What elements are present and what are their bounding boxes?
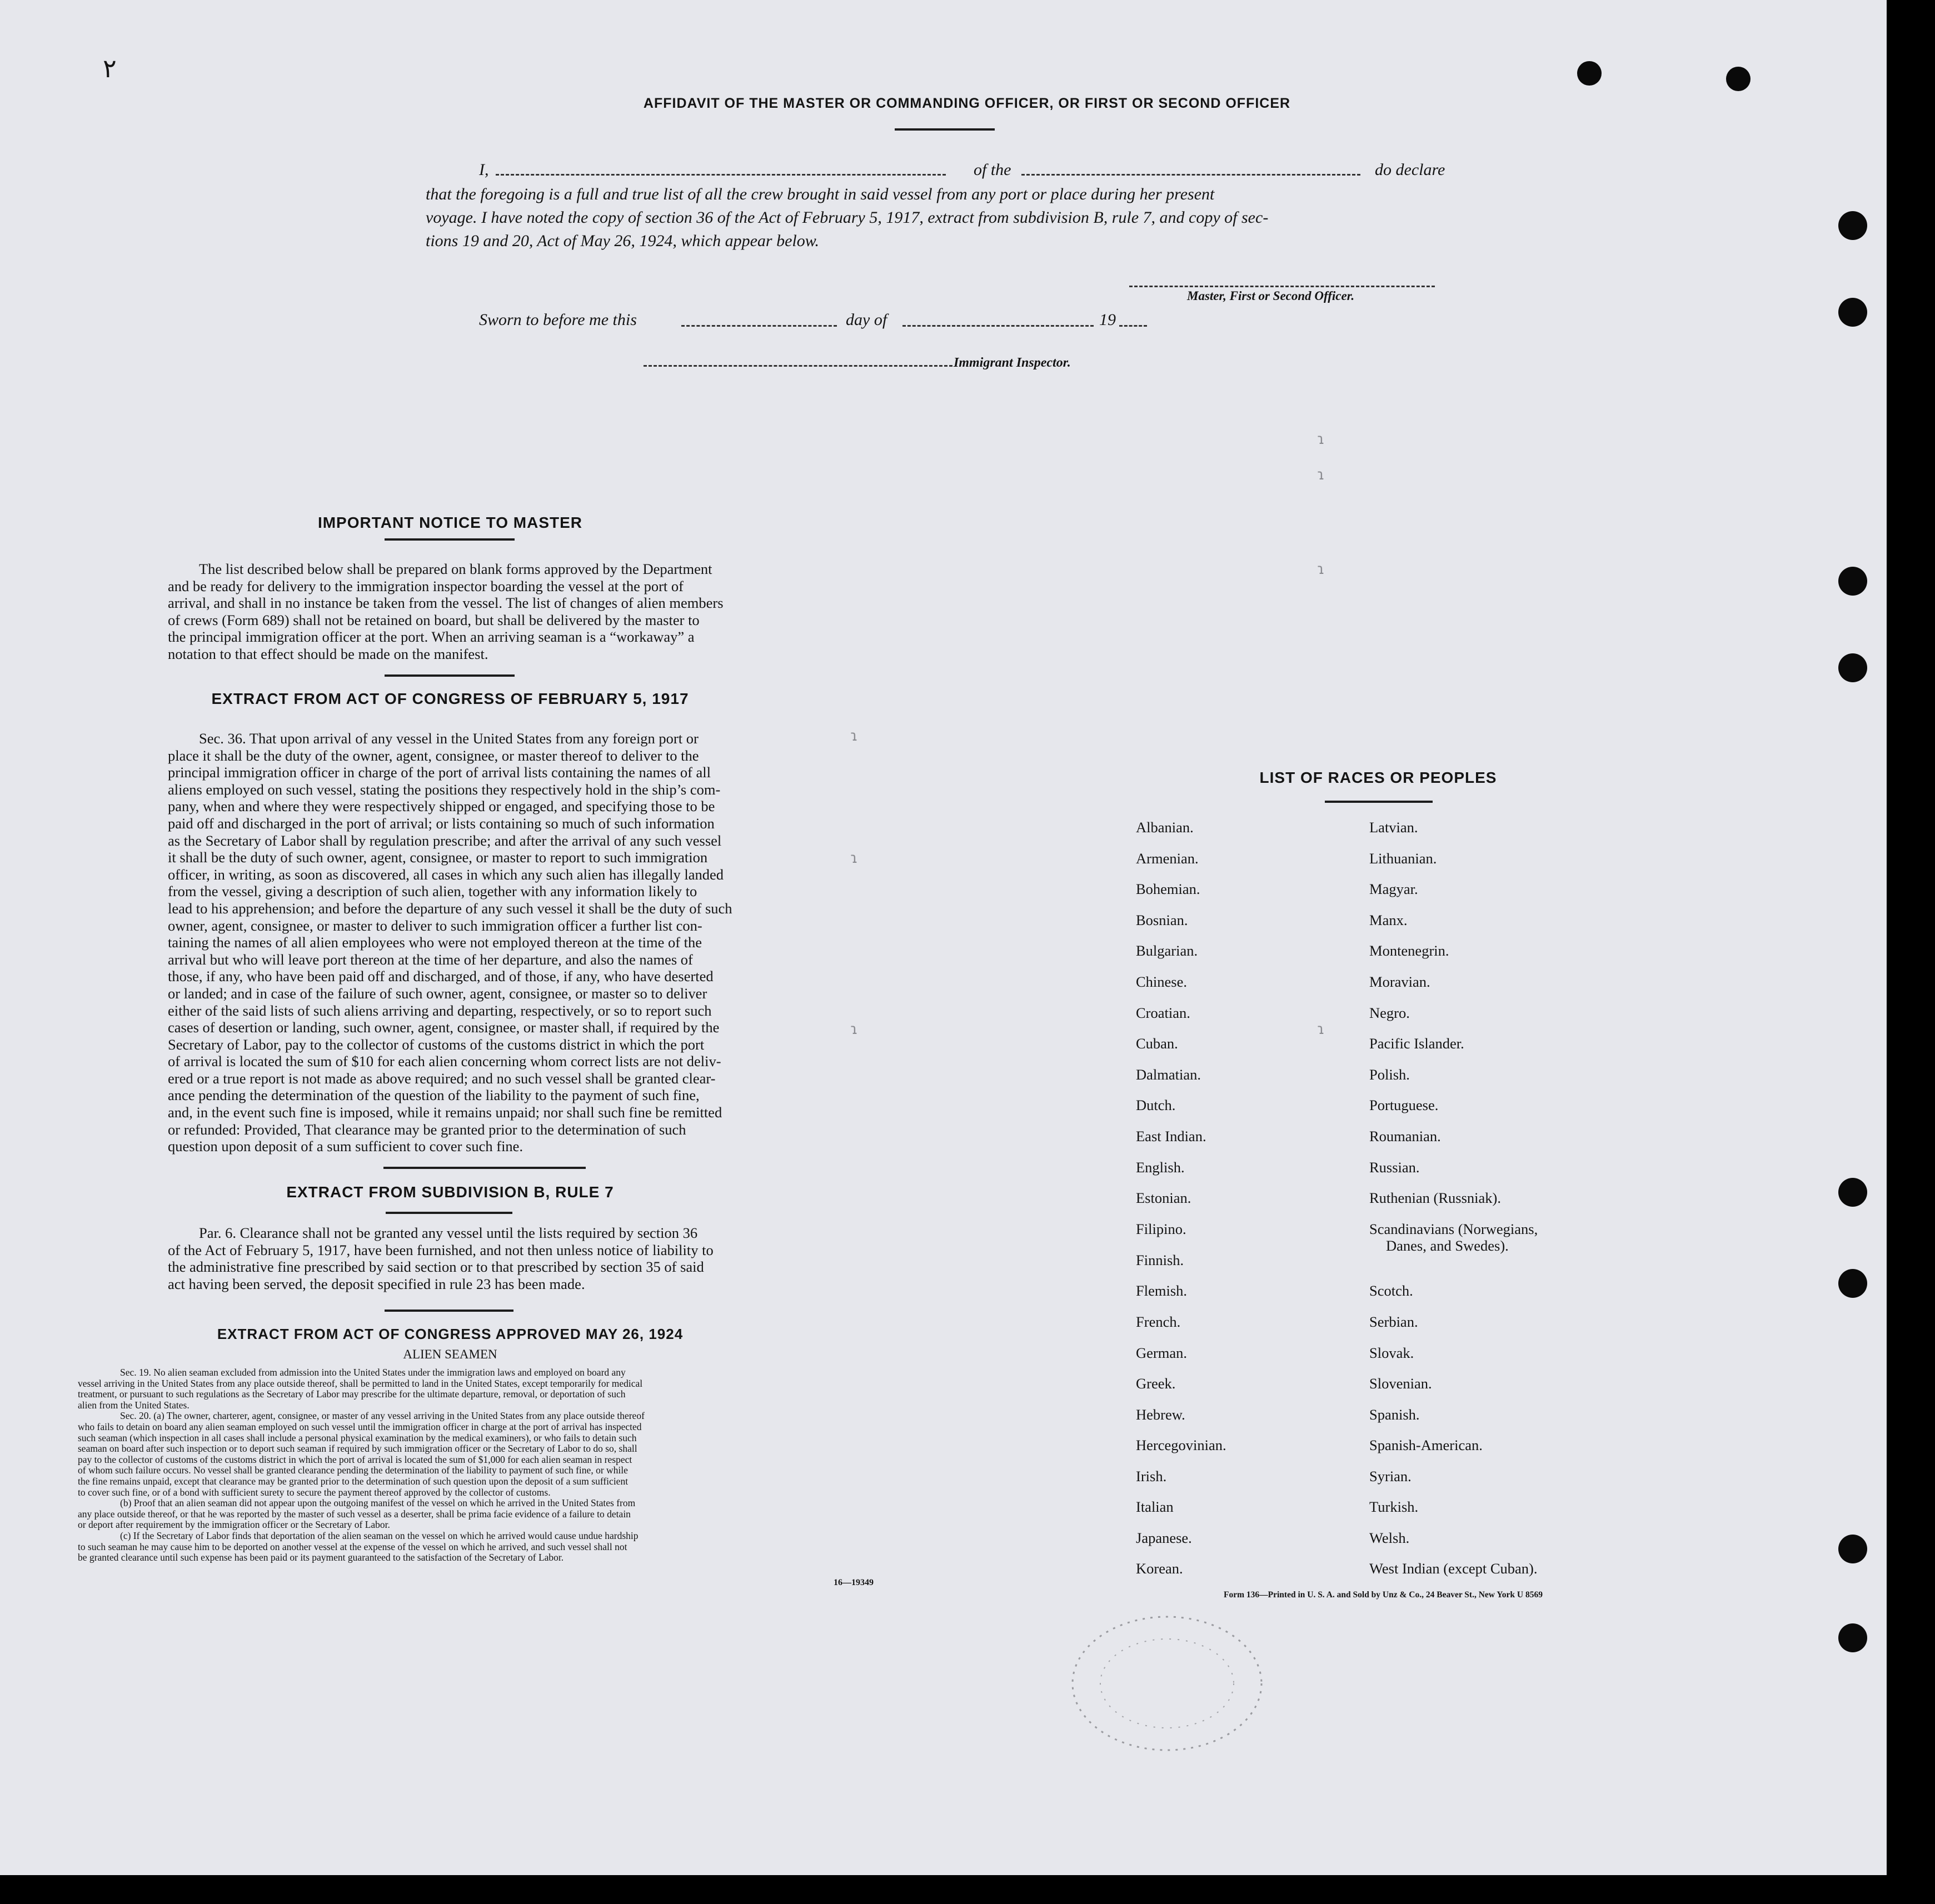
extract1924-line: who fails to detain on board any alien seaman employed on such vessel until the immigration officer in charge at the port of arrival has inspected [78,1421,642,1432]
race-japanese: Japanese. [1136,1529,1192,1546]
extract1917-line: and, in the event such fine is imposed, while it remains unpaid; nor shall such fine be remitted [168,1104,722,1121]
notice-end-rule [385,674,515,677]
notice-title-rule [385,538,515,541]
rule7-line: the administrative fine prescribed by said section or to that prescribed by section 35 of said [168,1258,704,1276]
affidavit-title: AFFIDAVIT OF THE MASTER OR COMMANDING OFFICER, OR FIRST OR SECOND OFFICER [643,96,1291,111]
month-blank [902,325,1094,327]
race-filipino: Filipino. [1136,1221,1186,1237]
extract1917-line: paid off and discharged in the port of arrival; or lists containing so much of such information [168,814,715,832]
race-portuguese: Portuguese. [1369,1097,1439,1114]
extract1917-line: those, if any, who have been paid off and discharged, and of those, if any, who have deserted [168,968,714,985]
name-blank [496,174,946,176]
race-dalmatian: Dalmatian. [1136,1066,1201,1083]
race-dutch: Dutch. [1136,1097,1176,1114]
race-hebrew: Hebrew. [1136,1406,1185,1423]
extract1924-line: of whom such failure occurs. No vessel shall be granted clearance pending the determination of the liability to payment of such fine, or while [78,1465,628,1476]
race-flemish: Flemish. [1136,1282,1188,1299]
form-footer: Form 136—Printed in U. S. A. and Sold by Unz & Co., 24 Beaver St., New York U 8569 [1224,1590,1543,1600]
sworn-line [479,311,1157,333]
extract1917-line: owner, agent, consignee, or master to deliver to such immigration officer a further list con- [168,917,702,934]
extract1917-line: or landed; and in case of the failure of such owner, agent, consignee, or master so to deliver [168,985,707,1002]
affidavit-declare: do declare [1375,161,1445,179]
race-cuban: Cuban. [1136,1035,1178,1052]
punch-hole-4 [1838,298,1867,327]
race-scotch: Scotch. [1369,1282,1413,1299]
races-right-column [1369,819,1669,1583]
punch-hole-10 [1838,1623,1867,1652]
race-spanish-american: Spanish-American. [1369,1437,1483,1453]
punch-hole-5 [1838,567,1867,596]
extract1917-line: arrival but who will leave port thereon at the time of her departure, and also the names of [168,951,693,968]
punch-hole-2 [1726,67,1751,91]
race-scandinavians: Scandinavians (Norwegians, [1369,1221,1538,1237]
race-greek: Greek. [1136,1375,1176,1392]
race-armenian: Armenian. [1136,849,1199,867]
rule7-text [168,1225,792,1292]
extract1917-line: Secretary of Labor, pay to the collector of customs of the customs district in which the port [168,1036,705,1053]
vessel-blank [1021,174,1360,176]
extract1917-line: lead to his apprehension; and before the departure of any such vessel it shall be the duty of such [168,899,732,917]
extract1924-line: Sec. 19. No alien seaman excluded from admission into the United States under the immigration laws and employed on board any [120,1367,626,1378]
extract1917-line: Sec. 36. That upon arrival of any vessel in the United States from any foreign port or [199,730,699,747]
affidavit-line2: that the foregoing is a full and true list of all the crew brought in said vessel from any port or place during her present [426,185,1215,203]
punch-hole-7 [1838,1178,1867,1207]
races-left-column [1136,819,1314,1583]
race-turkish: Turkish. [1369,1498,1419,1515]
extract1917-line: ered or a true report is not made as above required; and no such vessel shall be granted clear- [168,1070,716,1087]
extract1924-title: EXTRACT FROM ACT OF CONGRESS APPROVED MAY 26, 1924 [217,1326,684,1342]
extract1924-form-number: 16—19349 [834,1578,874,1587]
races-title-rule [1325,801,1433,803]
rule7-title: EXTRACT FROM SUBDIVISION B, RULE 7 [286,1183,614,1201]
smudge-mark: ɿ [850,1021,858,1038]
smudge-mark: ɿ [1317,467,1325,483]
notice-line: The list described below shall be prepared on blank forms approved by the Department [199,561,712,577]
race-west-indian: West Indian (except Cuban). [1369,1560,1538,1577]
page-mark: ٢ [103,54,117,83]
race-ruthenian: Ruthenian (Russniak). [1369,1190,1501,1207]
extract1924-text [78,1367,881,1563]
smudge-mark: ɿ [1317,1021,1325,1038]
punch-hole-3 [1838,211,1867,240]
race-spanish: Spanish. [1369,1406,1420,1423]
race-roumanian: Roumanian. [1369,1128,1441,1145]
race-bulgarian: Bulgarian. [1136,942,1198,960]
race-slovak: Slovak. [1369,1344,1414,1361]
race-russian: Russian. [1369,1158,1420,1176]
punch-hole-6 [1838,653,1867,682]
year-text: 19 [1099,311,1116,329]
race-lithuanian: Lithuanian. [1369,849,1437,867]
race-latvian: Latvian. [1369,819,1418,836]
extract1917-line: of arrival is located the sum of $10 for each alien concerning whom correct lists are not deliv- [168,1053,721,1070]
extract1917-line: it shall be the duty of such owner, agent, consignee, or master to report to such immigration [168,849,708,866]
race-french: French. [1136,1313,1181,1330]
extract1924-line: Sec. 20. (a) The owner, charterer, agent, consignee, or master of any vessel arriving in the United States from any place outside thereof [120,1410,645,1422]
affidavit-of-the: of the [974,161,1011,179]
extract1917-line: place it shall be the duty of the owner, agent, consignee, or master thereof to deliver to the [168,747,699,764]
race-serbian: Serbian. [1369,1313,1418,1330]
smudge-mark: ɿ [1317,561,1325,578]
rule7-line: Par. 6. Clearance shall not be granted any vessel until the lists required by section 36 [199,1225,698,1241]
race-welsh: Welsh. [1369,1529,1410,1546]
rule7-line: of the Act of February 5, 1917, have been furnished, and not then unless notice of liability to [168,1241,714,1258]
extract1917-line: or refunded: Provided, That clearance may be granted prior to the determination of such [168,1121,686,1138]
extract1924-line: the fine remains unpaid, except that clearance may be granted prior to the determination of such question upon the deposit of a sum sufficient [78,1475,629,1487]
inspector-signature-line [644,365,952,367]
notice-text [168,561,792,663]
race-chinese: Chinese. [1136,973,1187,990]
extract1917-line: taining the names of all alien employees who were not employed thereon at the time of the [168,934,702,951]
extract1924-line: to cover such fine, or of a bond with sufficient surety to secure the payment thereof approved by the collector of customs. [78,1486,551,1498]
race-korean: Korean. [1136,1560,1183,1577]
race-albanian: Albanian. [1136,819,1194,836]
sworn-text: Sworn to before me this [479,311,637,329]
race-magyar: Magyar. [1369,881,1418,898]
race-montenegrin: Montenegrin. [1369,942,1449,960]
race-manx: Manx. [1369,911,1408,928]
notice-line: arrival, and shall in no instance be taken from the vessel. The list of changes of alien members [168,594,724,612]
smudge-mark: ɿ [850,728,858,744]
affidavit-i: I, [479,161,489,179]
notice-line: and be ready for delivery to the immigration inspector boarding the vessel at the port of [168,577,684,594]
extract1917-line: question upon deposit of a sum sufficient to cover such fine. [168,1138,523,1155]
affidavit-line4: tions 19 and 20, Act of May 26, 1924, which appear below. [426,232,820,250]
extract1924-line: or deport after requirement by the immigration officer or the Secretary of Labor. [78,1519,390,1531]
extract1917-line: officer, in writing, as soon as discovered, all cases in which any such alien has illegally landed [168,866,724,883]
extract1917-line: pany, when and where they were respectively shipped or engaged, and specifying those to be [168,798,715,815]
extract1917-title: EXTRACT FROM ACT OF CONGRESS OF FEBRUARY 5, 1917 [211,690,689,707]
race-scandinavians-cont: Danes, and Swedes). [1386,1237,1509,1254]
race-estonian: Estonian. [1136,1190,1191,1207]
extract1924-line: be granted clearance until such expense has been paid or its payment guaranteed to the satisfaction of the Secretary of Labor. [78,1552,564,1563]
extract1924-line: such seaman (which inspection in all cases shall include a personal physical examination by the medical examiners), or who fails to detain such [78,1432,637,1443]
extract1924-line: vessel arriving in the United States from any place outside thereof, shall be permitted to land in the United States, except temporarily for medical [78,1377,643,1389]
smudge-mark: ɿ [1317,431,1325,448]
extract1917-line: as the Secretary of Labor shall by regulation prescribe; and after the arrival of any such vessel [168,832,722,849]
extract1924-subtitle: ALIEN SEAMEN [403,1347,497,1361]
extract1917-end-rule [383,1167,586,1169]
rule7-end-rule [385,1310,513,1312]
race-slovenian: Slovenian. [1369,1375,1432,1392]
race-hercegovinian: Hercegovinian. [1136,1437,1226,1453]
extract1924-line: to such seaman he may cause him to be deported on another vessel at the expense of the vessel on which he arrived, and such vessel shall not [78,1541,627,1552]
race-irish: Irish. [1136,1467,1167,1485]
races-title: LIST OF RACES OR PEOPLES [1259,769,1497,786]
extract1917-line: from the vessel, giving a description of such alien, together with any information likely to [168,883,697,900]
extract1917-line: ance pending the determination of the question of the liability to the payment of such fine, [168,1087,700,1104]
extract1917-line: either of the said lists of such aliens arriving and departing, respectively, or so to report such [168,1002,712,1019]
day-of-text: day of [846,311,887,329]
race-east-indian: East Indian. [1136,1128,1206,1145]
affidavit-line1 [479,161,1466,183]
day-blank [681,325,837,327]
smudge-mark: ɿ [850,850,858,867]
extract1924-line: any place outside thereof, or that he was reported by the master of such vessel as a deserter, shall be prima facie evidence of a failure to detain [78,1508,631,1520]
punch-hole-9 [1838,1535,1867,1563]
race-finnish: Finnish. [1136,1252,1184,1268]
race-bosnian: Bosnian. [1136,911,1188,928]
race-moravian: Moravian. [1369,973,1430,990]
extract1924-line: pay to the collector of customs of the customs district in which the port of arrival is located the sum of $1,000 for each alien seaman in respect [78,1453,632,1465]
punch-hole-1 [1577,61,1602,86]
extract1917-text [168,730,792,1155]
inspector-label: Immigrant Inspector. [954,356,1071,370]
faded-stamp [1045,1589,1289,1789]
master-signature-line [1129,286,1435,287]
race-bohemian: Bohemian. [1136,881,1200,898]
rule7-line: act having been served, the deposit specified in rule 23 has been made. [168,1275,585,1292]
extract1924-line: (c) If the Secretary of Labor finds that deportation of the alien seaman on the vessel on which he arrived would cause undue hardship [120,1530,639,1541]
extract1924-line: alien from the United States. [78,1399,189,1411]
race-croatian: Croatian. [1136,1004,1190,1021]
rule7-title-rule [386,1212,512,1214]
race-german: German. [1136,1344,1187,1361]
extract1917-line: aliens employed on such vessel, stating the positions they respectively hold in the ship’s com- [168,781,721,798]
affidavit-line3: voyage. I have noted the copy of section 36 of the Act of February 5, 1917, extract from subdivision B, rule 7, and copy of sec- [426,208,1269,227]
extract1917-line: cases of desertion or landing, such owner, agent, consignee, or master shall, if required by the [168,1019,720,1036]
race-negro: Negro. [1369,1004,1410,1021]
race-polish: Polish. [1369,1066,1410,1083]
extract1924-line: (b) Proof that an alien seaman did not appear upon the outgoing manifest of the vessel on which he arrived in the United States from [120,1497,636,1509]
race-pacific-islander: Pacific Islander. [1369,1035,1464,1052]
notice-line: the principal immigration officer at the port. When an arriving seaman is a “workaway” a [168,628,695,646]
notice-title: IMPORTANT NOTICE TO MASTER [317,514,583,531]
year-blank [1119,325,1147,327]
race-italian: Italian [1136,1498,1174,1515]
master-label: Master, First or Second Officer. [1187,289,1355,303]
extract1917-line: principal immigration officer in charge of the port of arrival lists containing the names of all [168,764,711,781]
affidavit-title-rule [895,128,995,131]
notice-line: notation to that effect should be made on the manifest. [168,645,488,662]
race-syrian: Syrian. [1369,1467,1412,1485]
notice-line: of crews (Form 689) shall not be retained on board, but shall be delivered by the master to [168,611,700,628]
extract1924-line: treatment, or pursuant to such regulations as the Secretary of Labor may prescribe for the ultimate departure, removal, or deportation of such [78,1388,626,1400]
race-english: English. [1136,1158,1185,1176]
extract1924-line: seaman on board after such inspection or to deport such seaman if required by such immigration officer or the Secretary of Labor to do so, shall [78,1443,637,1455]
punch-hole-8 [1838,1269,1867,1298]
